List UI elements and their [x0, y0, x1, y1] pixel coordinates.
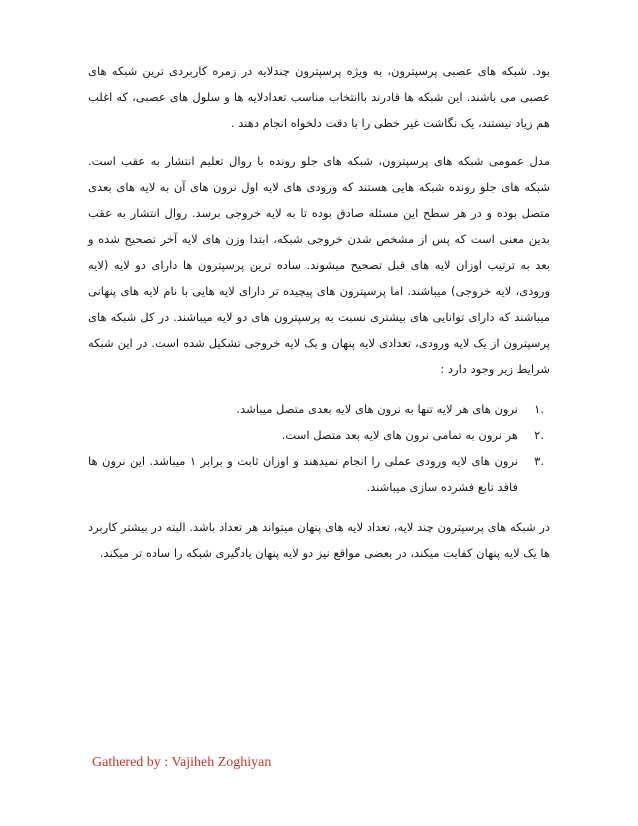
list-item-number: .۱ — [534, 402, 544, 416]
list-item — [88, 422, 550, 448]
list-item — [88, 448, 550, 500]
list-item — [88, 396, 550, 422]
paragraph-3: در شبکه های پرسپترون چند لایه، تعداد لایه های پنهان میتواند هر تعداد باشد. البته در بیشتر کاربرد ها یک لایه پنهان کفایت میکند، در بعضی مواقع نیز دو لایه پنهان یادگیری شبکه را ساده تر میکند. — [88, 520, 550, 560]
list-item-text: نرون های لایه ورودی عملی را انجام نمیدهند و اوزان ثابت و برابر ۱ میباشد. این نرون ها فاقد تابع فشرده سازی میباشند. — [88, 454, 518, 494]
footer-credit: Gathered by : Vajiheh Zoghiyan — [92, 755, 272, 770]
document-body — [88, 58, 550, 580]
list-item-text: نرون های هر لایه تنها به نرون های لایه بعدی متصل میباشد. — [236, 402, 518, 416]
paragraph-1: بود. شبکه های عصبی پرسپترون، به ویژه پرسپترون چندلایه در زمره کاربردی ترین شبکه های عصبی می باشند. این شبکه ها قادرند باانتخاب مناسب تعدادلایه ها و سلول های عصبی، که اغلب هم زیاد نیستند، یک نگاشت غیر خطی را با دقت دلخواه انجام دهند . — [88, 64, 550, 130]
list-item-text: هر نرون به تمامی نرون های لایه بعد متصل است. — [281, 428, 518, 442]
list-item-number: .۲ — [534, 428, 544, 442]
list-item-number: .۳ — [534, 454, 544, 468]
conditions-list — [88, 396, 550, 500]
paragraph-2: مدل عمومی شبکه های پرسپترون، شبکه های جلو رونده با روال تعلیم انتشار به عقب است. شبکه های جلو رونده شبکه هایی هستند که ورودی های لایه اول نرون های آن به لایه های بعدی متصل بوده و در هر سطح این مسئله صادق بوده تا به لایه خروجی برسد. روال انتشار به عقب بدین معنی است که پس از مشخص شدن خروجی شبکه، ابتدا وزن های لایه آخر تصحیح شده و بعد به ترتیب اوزان لایه های قبل تصحیح میشوند. ساده ترین پرسپترون ها دارای دو لایه (لایه ورودی، لایه خروجی) میباشند. اما پرسپترون های پیچیده تر دارای لایه هایی با نام لایه های پنهانی میباشند که دارای توانایی های بیشتری نسبت به پرسپترون های دو لایه میباشند. در کل شبکه های پرسپترون از یک لایه ورودی، تعدادی لایه پنهان و یک لایه خروجی تشکیل شده است. در این شبکه شرایط زیر وجود دارد : — [88, 154, 550, 376]
